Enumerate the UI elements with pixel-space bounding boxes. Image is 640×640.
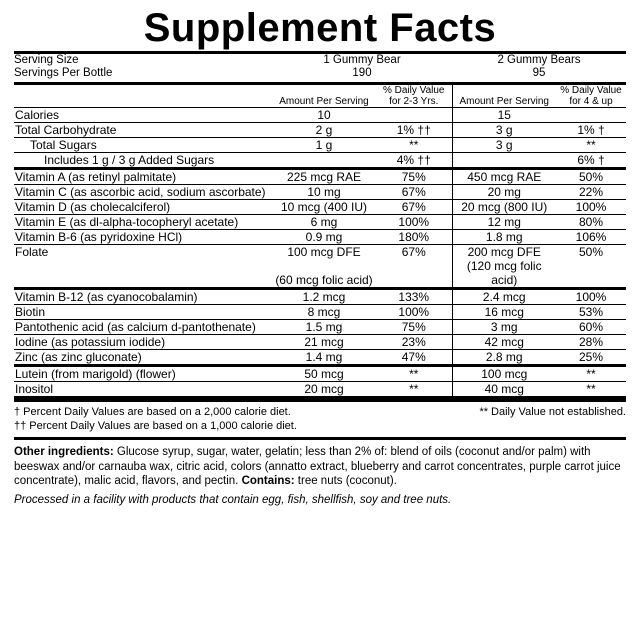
nutrient-dv-1: 100% bbox=[376, 215, 452, 230]
footnote-dv-2000: † Percent Daily Values are based on a 2,000 calorie diet. bbox=[14, 406, 291, 418]
nutrient-dv-1: ** bbox=[376, 382, 452, 397]
serving-size-col2: 2 Gummy Bears bbox=[497, 54, 581, 66]
nutrient-name: Vitamin A (as retinyl palmitate) bbox=[14, 169, 272, 185]
nutrient-amount-2: 200 mcg DFE bbox=[452, 245, 556, 260]
nutrient-amount-1: 8 mcg bbox=[272, 305, 376, 320]
nutrient-dv-1: 100% bbox=[376, 305, 452, 320]
nutrient-dv-2: 100% bbox=[556, 200, 626, 215]
nutrient-amount-2: 20 mg bbox=[452, 185, 556, 200]
footnotes bbox=[14, 402, 626, 433]
nutrient-amount-1: 0.9 mg bbox=[272, 230, 376, 245]
nutrient-dv-1: ** bbox=[376, 138, 452, 153]
nutrient-amount-1: 225 mcg RAE bbox=[272, 169, 376, 185]
servings-per-bottle-col2: 95 bbox=[532, 67, 546, 79]
nutrient-dv-2: 22% bbox=[556, 185, 626, 200]
footnote-dv-not-established: ** Daily Value not established. bbox=[479, 406, 626, 418]
nutrient-amount-2: (120 mcg folic acid) bbox=[452, 259, 556, 289]
footnote-dv-1000: †† Percent Daily Values are based on a 1,000 calorie diet. bbox=[14, 420, 297, 432]
nutrient-dv-1: 47% bbox=[376, 350, 452, 366]
nutrient-dv-1: 133% bbox=[376, 289, 452, 305]
nutrient-amount-1: 1.5 mg bbox=[272, 320, 376, 335]
nutrient-amount-2: 3 mg bbox=[452, 320, 556, 335]
nutrient-amount-2: 3 g bbox=[452, 138, 556, 153]
nutrient-dv-2: 80% bbox=[556, 215, 626, 230]
nutrient-name: Vitamin C (as ascorbic acid, sodium ascorbate) bbox=[14, 185, 272, 200]
nutrient-row bbox=[14, 153, 626, 169]
nutrient-amount-1: 50 mcg bbox=[272, 366, 376, 382]
nutrient-dv-2: 100% bbox=[556, 289, 626, 305]
nutrient-dv-2: ** bbox=[556, 138, 626, 153]
nutrient-dv-2: 106% bbox=[556, 230, 626, 245]
nutrient-amount-2: 100 mcg bbox=[452, 366, 556, 382]
nutrient-dv-1 bbox=[376, 108, 452, 123]
header-dv-2-line1: % Daily Value bbox=[560, 85, 622, 96]
nutrient-dv-2: 50% bbox=[556, 245, 626, 260]
nutrient-amount-2: 40 mcg bbox=[452, 382, 556, 397]
servings-per-bottle-label: Servings Per Bottle bbox=[14, 67, 113, 79]
nutrient-name: Inositol bbox=[14, 382, 272, 397]
nutrient-dv-1: 4% †† bbox=[376, 153, 452, 169]
servings-per-bottle-row bbox=[14, 67, 626, 80]
nutrient-name: Includes 1 g / 3 g Added Sugars bbox=[14, 153, 272, 169]
page-title: Supplement Facts bbox=[143, 6, 497, 50]
nutrient-amount-1: 100 mcg DFE bbox=[272, 245, 376, 260]
serving-size-col1: 1 Gummy Bear bbox=[323, 54, 401, 66]
nutrient-amount-1: 1 g bbox=[272, 138, 376, 153]
nutrient-dv-2: 28% bbox=[556, 335, 626, 350]
contains-label: Contains: bbox=[241, 475, 295, 487]
nutrient-table bbox=[14, 85, 626, 396]
nutrient-dv-1: 75% bbox=[376, 320, 452, 335]
nutrient-dv-1 bbox=[376, 259, 452, 289]
nutrient-name: Vitamin E (as dl-alpha-tocopheryl acetate) bbox=[14, 215, 272, 230]
serving-info-table bbox=[14, 54, 626, 80]
column-header-row bbox=[14, 85, 626, 108]
nutrient-dv-2 bbox=[556, 259, 626, 289]
header-amount-2: Amount Per Serving bbox=[452, 85, 556, 108]
nutrient-dv-2: 1% † bbox=[556, 123, 626, 138]
nutrient-row bbox=[14, 245, 626, 260]
other-ingredients-label: Other ingredients: bbox=[14, 446, 114, 458]
nutrient-row bbox=[14, 108, 626, 123]
nutrient-dv-1: 67% bbox=[376, 245, 452, 260]
nutrient-amount-2 bbox=[452, 153, 556, 169]
other-ingredients bbox=[14, 440, 626, 489]
nutrient-name: Vitamin B-12 (as cyanocobalamin) bbox=[14, 289, 272, 305]
nutrient-name: Total Carbohydrate bbox=[14, 123, 272, 138]
nutrient-amount-1: 10 mg bbox=[272, 185, 376, 200]
nutrient-name: Total Sugars bbox=[14, 138, 272, 153]
header-amount-1: Amount Per Serving bbox=[279, 96, 369, 107]
nutrient-amount-1: 10 bbox=[272, 108, 376, 123]
header-dv-1-line1: % Daily Value bbox=[382, 85, 445, 96]
nutrient-dv-2: 60% bbox=[556, 320, 626, 335]
nutrient-dv-1: 180% bbox=[376, 230, 452, 245]
nutrient-amount-1 bbox=[272, 153, 376, 169]
nutrient-dv-2: 25% bbox=[556, 350, 626, 366]
nutrient-name: Biotin bbox=[14, 305, 272, 320]
processed-note: Processed in a facility with products that contain egg, fish, shellfish, soy and tree nuts. bbox=[14, 493, 452, 506]
serving-size-label: Serving Size bbox=[14, 54, 79, 66]
nutrient-amount-2: 2.8 mg bbox=[452, 350, 556, 366]
header-dv-2 bbox=[556, 85, 626, 108]
nutrient-amount-2: 450 mcg RAE bbox=[452, 169, 556, 185]
nutrient-dv-2: 6% † bbox=[556, 153, 626, 169]
nutrient-row bbox=[14, 123, 626, 138]
serving-size-row bbox=[14, 54, 626, 67]
nutrient-row bbox=[14, 335, 626, 350]
nutrient-row bbox=[14, 382, 626, 397]
nutrient-row bbox=[14, 305, 626, 320]
nutrient-amount-2: 42 mcg bbox=[452, 335, 556, 350]
nutrient-dv-2 bbox=[556, 108, 626, 123]
footnotes-right bbox=[479, 405, 626, 433]
nutrient-amount-2: 2.4 mcg bbox=[452, 289, 556, 305]
nutrient-row bbox=[14, 215, 626, 230]
nutrient-amount-1: 1.2 mcg bbox=[272, 289, 376, 305]
nutrient-dv-2: 50% bbox=[556, 169, 626, 185]
nutrient-dv-2: ** bbox=[556, 382, 626, 397]
nutrient-row bbox=[14, 230, 626, 245]
nutrient-name: Vitamin B-6 (as pyridoxine HCl) bbox=[14, 230, 272, 245]
nutrient-amount-2: 1.8 mg bbox=[452, 230, 556, 245]
nutrient-dv-1: 67% bbox=[376, 200, 452, 215]
nutrient-row bbox=[14, 169, 626, 185]
nutrient-name: Iodine (as potassium iodide) bbox=[14, 335, 272, 350]
nutrient-name: Pantothenic acid (as calcium d-pantothenate) bbox=[14, 320, 272, 335]
nutrient-amount-1: 21 mcg bbox=[272, 335, 376, 350]
nutrient-dv-1: 67% bbox=[376, 185, 452, 200]
nutrient-row bbox=[14, 138, 626, 153]
nutrient-name: Calories bbox=[14, 108, 272, 123]
nutrient-row bbox=[14, 366, 626, 382]
nutrient-row bbox=[14, 320, 626, 335]
nutrient-dv-1: 1% †† bbox=[376, 123, 452, 138]
nutrient-amount-1: 10 mcg (400 IU) bbox=[272, 200, 376, 215]
nutrient-amount-2: 3 g bbox=[452, 123, 556, 138]
nutrient-amount-2: 15 bbox=[452, 108, 556, 123]
nutrient-name: Folate bbox=[14, 245, 272, 260]
nutrient-dv-1: 23% bbox=[376, 335, 452, 350]
nutrient-row bbox=[14, 259, 626, 289]
other-ingredients-text: Glucose syrup, sugar, water, gelatin; less than 2% of: blend of oils (coconut and/or palm) with beeswax and/or carnauba wax, citric acid, colors (annatto extract, blueberry and carrot concentrates, purple carrot juice concentrate), malic acid, flavors, and pectin. bbox=[14, 446, 621, 487]
nutrient-name: Zinc (as zinc gluconate) bbox=[14, 350, 272, 366]
nutrient-name: Vitamin D (as cholecalciferol) bbox=[14, 200, 272, 215]
nutrient-name bbox=[14, 259, 272, 289]
nutrient-amount-1: 1.4 mg bbox=[272, 350, 376, 366]
nutrient-dv-2: ** bbox=[556, 366, 626, 382]
nutrient-row bbox=[14, 200, 626, 215]
nutrient-amount-1: 6 mg bbox=[272, 215, 376, 230]
contains-text: tree nuts (coconut). bbox=[294, 475, 397, 487]
nutrient-amount-1: (60 mcg folic acid) bbox=[275, 273, 373, 287]
footnotes-left bbox=[14, 405, 297, 433]
header-dv-1 bbox=[376, 85, 452, 108]
nutrient-amount-2: 12 mg bbox=[452, 215, 556, 230]
nutrient-dv-2: 53% bbox=[556, 305, 626, 320]
nutrient-row bbox=[14, 289, 626, 305]
header-dv-1-line2: for 2-3 Yrs. bbox=[389, 96, 439, 107]
nutrient-dv-1: ** bbox=[376, 366, 452, 382]
nutrient-dv-1: 75% bbox=[376, 169, 452, 185]
nutrient-row bbox=[14, 185, 626, 200]
servings-per-bottle-col1: 190 bbox=[352, 67, 372, 79]
nutrient-amount-1: 20 mcg bbox=[272, 382, 376, 397]
nutrient-row bbox=[14, 350, 626, 366]
nutrient-amount-2: 16 mcg bbox=[452, 305, 556, 320]
header-dv-2-line2: for 4 & up bbox=[569, 96, 613, 107]
nutrient-name: Lutein (from marigold) (flower) bbox=[14, 366, 272, 382]
nutrient-amount-1: 2 g bbox=[272, 123, 376, 138]
nutrient-amount-2: 20 mcg (800 IU) bbox=[452, 200, 556, 215]
